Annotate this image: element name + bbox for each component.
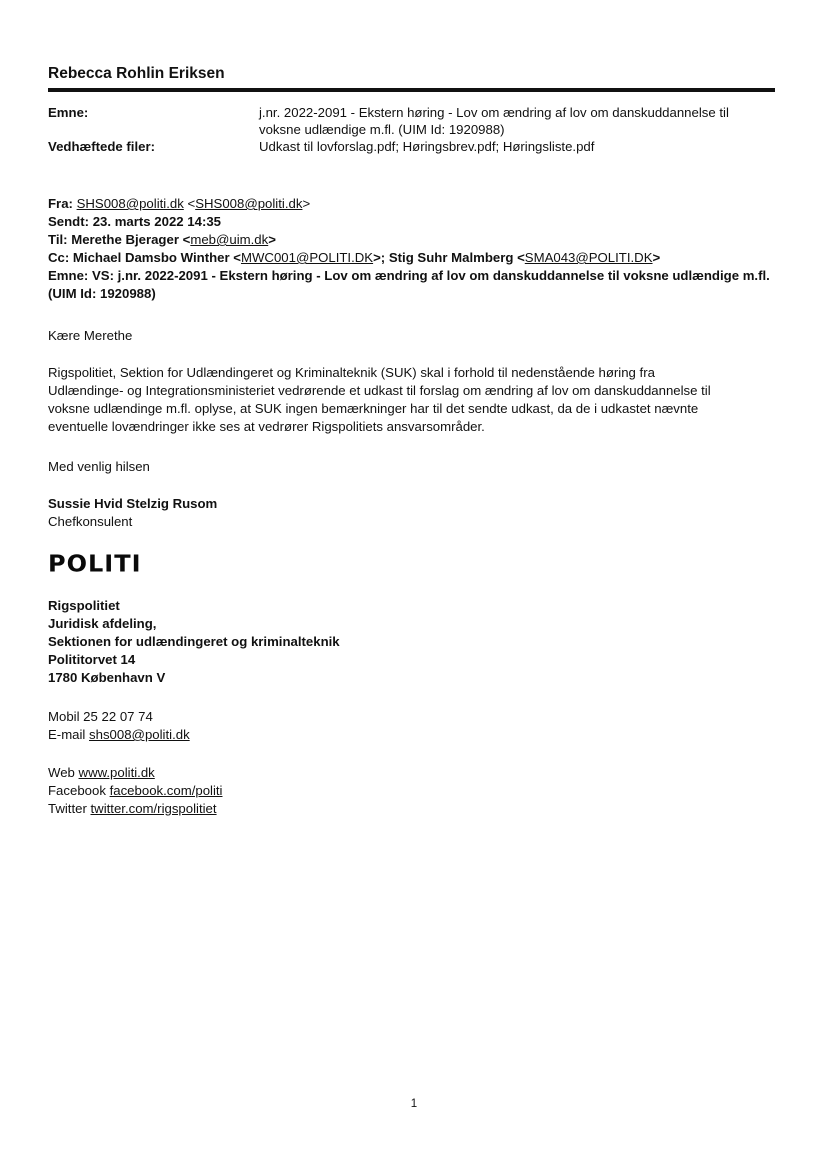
signature-email-label: E-mail	[48, 727, 90, 742]
facebook-label: Facebook	[48, 783, 110, 798]
to-line	[48, 231, 778, 249]
from-line	[48, 195, 778, 213]
to-label: Til:	[48, 232, 68, 247]
from-close: >	[302, 196, 311, 211]
sent-value: 23. marts 2022 14:35	[89, 214, 222, 229]
document-header	[48, 65, 775, 92]
meta-subject-value	[259, 104, 775, 138]
signature-name: Sussie Hvid Stelzig Rusom	[48, 496, 218, 511]
from-email-link[interactable]: SHS008@politi.dk	[76, 196, 184, 211]
to-name: Merethe Bjerager <	[67, 232, 191, 247]
from-open: <	[183, 196, 196, 211]
meta-attachments-row	[48, 138, 775, 155]
meta-subject-row	[48, 104, 775, 138]
politi-logo: POLITI	[48, 550, 142, 578]
greeting: Kære Merethe	[48, 328, 133, 343]
signature-address	[48, 597, 778, 687]
twitter-link[interactable]: twitter.com/rigspolitiet	[90, 801, 217, 816]
signature-contact	[48, 708, 778, 744]
fwd-subject-line	[48, 267, 778, 285]
meta-subject-label: Emne:	[48, 105, 89, 120]
para-line-4: eventuelle lovændringer ikke ses at vedrører Rigspolitiets ansvarsområder.	[48, 419, 485, 434]
signature-email-link[interactable]: shs008@politi.dk	[89, 727, 190, 742]
closing: Med venlig hilsen	[48, 459, 150, 474]
to-close: >	[268, 232, 276, 247]
from-email-link-2[interactable]: SHS008@politi.dk	[195, 196, 303, 211]
para-line-3: voksne udlændinge m.fl. oplyse, at SUK ingen bemærkninger har til det sendte udkast, da de i udkastet nævnte	[48, 401, 699, 416]
page-number: 1	[410, 1098, 418, 1110]
fwd-subject-line-2: (UIM Id: 1920988)	[48, 286, 156, 301]
meta-attachments-value: Udkast til lovforslag.pdf; Høringsbrev.pdf; Høringsliste.pdf	[259, 139, 595, 154]
from-label: Fra:	[48, 196, 73, 211]
signature-mobile: Mobil 25 22 07 74	[48, 709, 153, 724]
to-email-link[interactable]: meb@uim.dk	[190, 232, 269, 247]
web-label: Web	[48, 765, 79, 780]
meta-subject-line2: voksne udlændige m.fl. (UIM Id: 1920988)	[259, 122, 505, 137]
sent-label: Sendt:	[48, 214, 90, 229]
signature-street: Polititorvet 14	[48, 652, 136, 667]
signature-title: Chefkonsulent	[48, 514, 133, 529]
recipient-name: Rebecca Rohlin Eriksen	[48, 65, 225, 82]
web-line	[48, 764, 778, 782]
email-meta	[48, 104, 775, 155]
cc-email-link-1[interactable]: MWC001@POLITI.DK	[240, 250, 374, 265]
cc-label: Cc:	[48, 250, 70, 265]
cc-line	[48, 249, 778, 267]
para-line-1: Rigspolitiet, Sektion for Udlændingeret og Kriminalteknik (SUK) skal i forhold til nedenstående høring fra	[48, 365, 655, 380]
forwarded-header	[48, 195, 778, 303]
signature-city: 1780 København V	[48, 670, 166, 685]
body-paragraph	[48, 364, 778, 436]
header-rule	[48, 88, 775, 92]
signature-org: Rigspolitiet	[48, 598, 120, 613]
twitter-line	[48, 800, 778, 818]
fwd-subject-label: Emne:	[48, 268, 89, 283]
signature-section: Sektionen for udlændingeret og kriminalteknik	[48, 634, 340, 649]
para-line-2: Udlændinge- og Integrationsministeriet vedrørende et udkast til forslag om ændring af lov om danskuddannelse til	[48, 383, 711, 398]
signature-email-line	[48, 726, 778, 744]
fwd-subject-value: VS: j.nr. 2022-2091 - Ekstern høring - Lov om ændring af lov om danskuddannelse til voksne udlændige m.fl.	[88, 268, 770, 283]
cc-email-link-2[interactable]: SMA043@POLITI.DK	[524, 250, 653, 265]
sent-line	[48, 213, 778, 231]
facebook-line	[48, 782, 778, 800]
web-link[interactable]: www.politi.dk	[78, 765, 155, 780]
signature-name-block	[48, 495, 778, 531]
cc-name-1: Michael Damsbo Winther <	[69, 250, 241, 265]
cc-separator: >; Stig Suhr Malmberg <	[373, 250, 525, 265]
twitter-label: Twitter	[48, 801, 91, 816]
cc-close: >	[652, 250, 661, 265]
meta-subject-line1: j.nr. 2022-2091 - Ekstern høring - Lov om ændring af lov om danskuddannelse til	[259, 105, 729, 120]
meta-attachments-label: Vedhæftede filer:	[48, 139, 155, 154]
signature-web	[48, 764, 778, 818]
facebook-link[interactable]: facebook.com/politi	[109, 783, 223, 798]
signature-dept: Juridisk afdeling,	[48, 616, 157, 631]
